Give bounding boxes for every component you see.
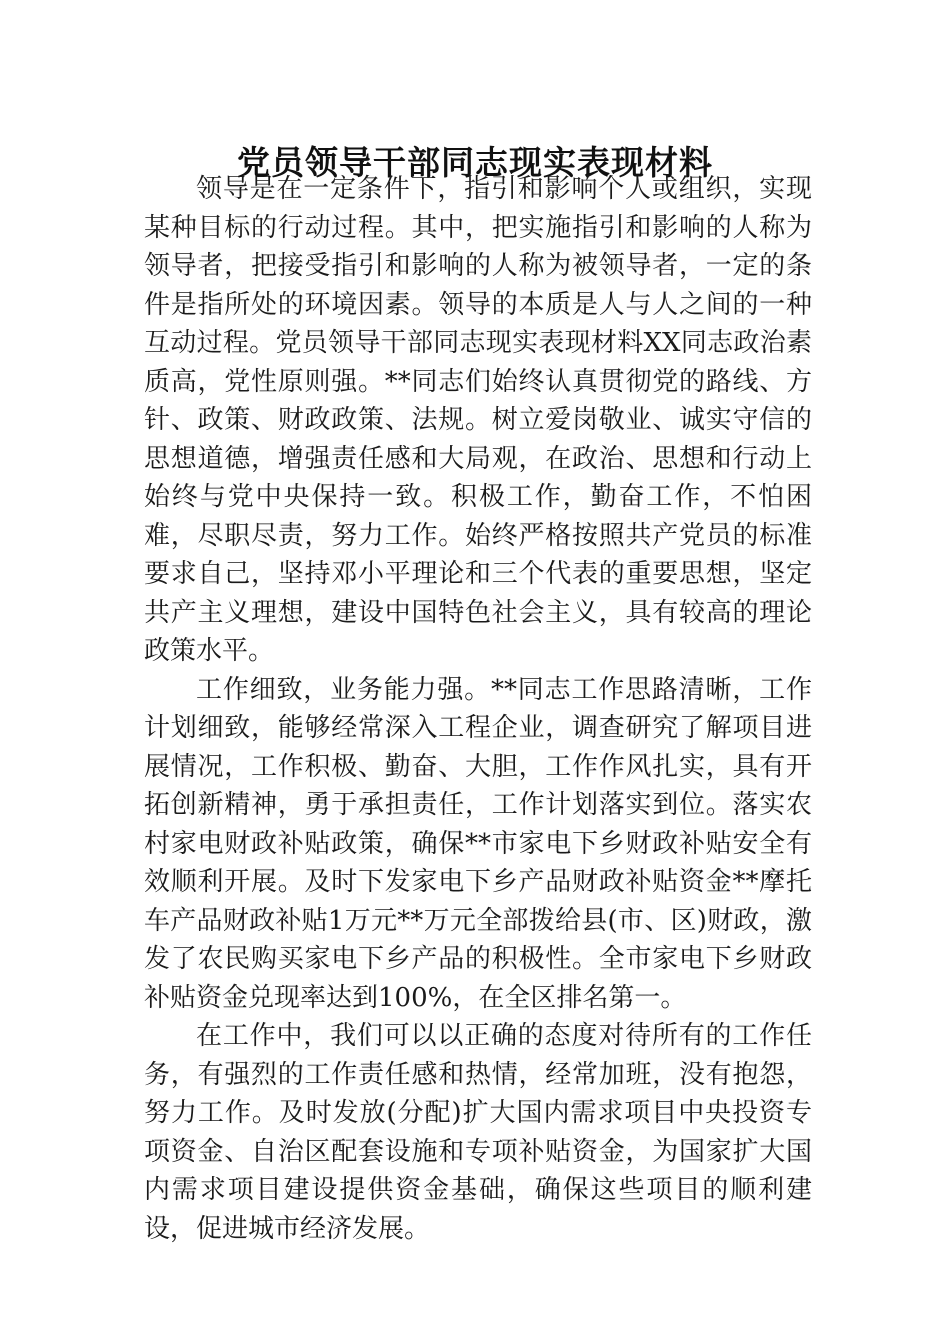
document-body bbox=[144, 170, 812, 1248]
paragraph-1: 领导是在一定条件下，指引和影响个人或组织，实现某种目标的行动过程。其中，把实施指引和影响的人称为领导者，把接受指引和影响的人称为被领导者，一定的条件是指所处的环境因素。领导的本质是人与人之间的一种互动过程。党员领导干部同志现实表现材料XX同志政治素质高，党性原则强。**同志们始终认真贯彻党的路线、方针、政策、财政政策、法规。树立爱岗敬业、诚实守信的思想道德，增强责任感和大局观，在政治、思想和行动上始终与党中央保持一致。积极工作，勤奋工作，不怕困难，尽职尽责，努力工作。始终严格按照共产党员的标准要求自己，坚持邓小平理论和三个代表的重要思想，坚定共产主义理想，建设中国特色社会主义，具有较高的理论政策水平。 bbox=[144, 174, 812, 666]
paragraph-2: 工作细致，业务能力强。**同志工作思路清晰，工作计划细致，能够经常深入工程企业，调查研究了解项目进展情况，工作积极、勤奋、大胆，工作作风扎实，具有开拓创新精神，勇于承担责任，工作计划落实到位。落实农村家电财政补贴政策，确保**市家电下乡财政补贴安全有效顺利开展。及时下发家电下乡产品财政补贴资金**摩托车产品财政补贴1万元**万元全部拨给县(市、区)财政，激发了农民购买家电下乡产品的积极性。全市家电下乡财政补贴资金兑现率达到100%，在全区排名第一。 bbox=[144, 674, 812, 1013]
paragraph-3: 在工作中，我们可以以正确的态度对待所有的工作任务，有强烈的工作责任感和热情，经常加班，没有抱怨，努力工作。及时发放(分配)扩大国内需求项目中央投资专项资金、自治区配套设施和专项补贴资金，为国家扩大国内需求项目建设提供资金基础，确保这些项目的顺利建设，促进城市经济发展。 bbox=[144, 1021, 812, 1244]
document-title: 党员领导干部同志现实表现材料 bbox=[237, 143, 713, 183]
